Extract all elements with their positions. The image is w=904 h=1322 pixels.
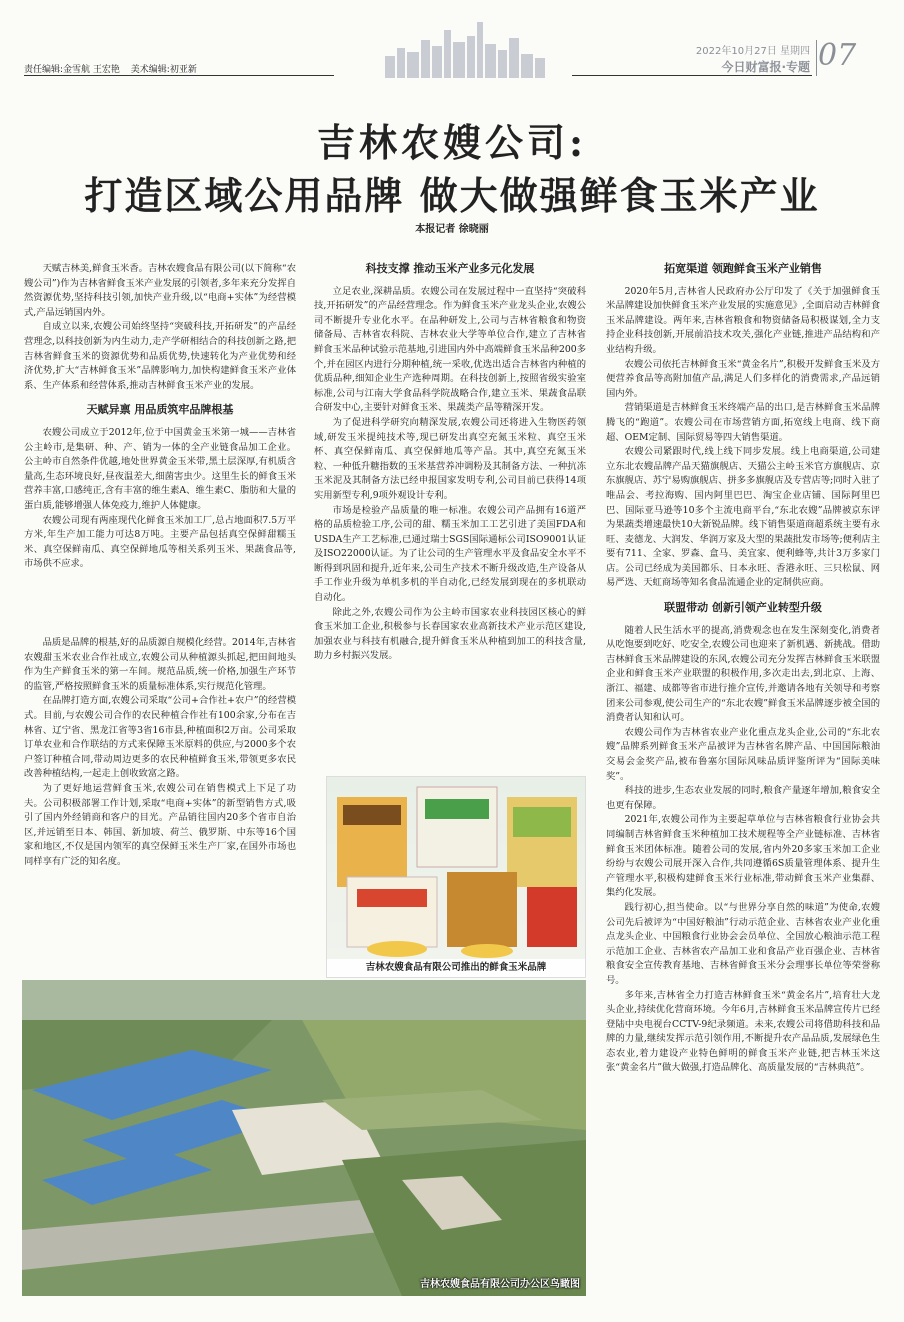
paragraph: 农嫂公司依托吉林鲜食玉米“黄金名片”,积极开发鲜食玉米及方便营养食品等高附加值产品,满足人们多样化的消费需求,产品远销国内外。 (606, 358, 880, 399)
paragraph: 为了促进科学研究向精深发展,农嫂公司还将进入生物医药领域,研发玉米提纯技术等,现已研发出真空充氮玉米粒、真空玉米杯、真空保鲜南瓜、真空保鲜地瓜等产品。其中,真空充氮玉米粒、一种低升糖指数的玉米基营养冲调粉及其制备方法、一种抗冻玉米泥及其制备方法已经申报国家发明专利,公司目前已获得14项实用新型专利,9项外观设计专利。 (314, 416, 586, 501)
aerial-photo (22, 980, 586, 1296)
paragraph: 践行初心,担当使命。以“与世界分享自然的味道”为使命,农嫂公司先后被评为“中国好粮油”行动示范企业、吉林省农业产业化重点龙头企业、中国粮食行业协会会员单位、全国放心粮油示范工程示范加工企业、吉林省农产品加工业和食品产业百强企业、吉林省粮食安全宣传教育基地、吉林省鲜食玉米分会理事长单位等荣誉称号。 (606, 901, 880, 986)
paragraph: 市场是检验产品质量的唯一标准。农嫂公司产品拥有16道严格的品质检验工序,公司的甜、糯玉米加工工艺引进了美国FDA和USDA生产工艺标准,已通过瑞士SGS国际通标公司ISO9001认证及ISO22000认证。为了让公司的生产管理水平及食品安全水平不断得到巩固和提升,近年来,公司生产技术不断升级改造,生产设备从手工作业升级为单机多机的半自动化,已经发展到现在的多机联动自动化。 (314, 504, 586, 604)
section-heading: 科技支撑 推动玉米产业多元化发展 (365, 262, 535, 275)
editor-credits (24, 62, 205, 75)
paragraph: 立足农业,深耕品质。农嫂公司在发展过程中一直坚持“突破科技,开拓研发”的产品经营理念。作为鲜食玉米产业龙头企业,农嫂公司不断提升专业化水平。在品种研发上,公司与吉林省粮食和物资储备局、吉林省农科院、吉林农业大学等单位合作,建立了吉林省鲜食玉米品种试验示范基地,引进国内外中高端鲜食玉米品种200多个,并在园区内进行分期种植,统一采收,优选出适合吉林省内种植的优质品种,细知企业生产选种周期。在科技创新上,按照省级实验室标准,公司与江南大学食品科学院战略合作,建立玉米、果蔬食品联合研发中心,主要针对鲜食玉米、果蔬类产品等精深开发。 (314, 285, 586, 414)
city-skyline-illustration (380, 18, 550, 78)
page-number-divider (816, 40, 817, 76)
paragraph: 多年来,吉林省全力打造吉林鲜食玉米“黄金名片”,培育壮大龙头企业,持续优化营商环境。今年6月,吉林鲜食玉米品牌宣传片已经登陆中央电视台CCTV-9纪录频道。未来,农嫂公司将借助科技和品牌的力量,继续发挥示范引领作用,不断提升农产品品质,发展绿色生态农业,着力建设产业特色鲜明的鲜食玉米产业链,把吉林玉米这张“黄金名片”做大做强,打造品牌化、高质量发展的“吉林典范”。 (606, 989, 880, 1074)
headline-line-2: 打造区域公用品牌 做大做强鲜食玉米产业 (84, 173, 820, 218)
aerial-photo-caption: 吉林农嫂食品有限公司办公区鸟瞰图 (420, 1279, 580, 1290)
paragraph: 除此之外,农嫂公司作为公主岭市国家农业科技园区核心的鲜食玉米加工企业,积极参与长春国家农业高新技术产业示范区建设,加强农业与科技有机融合,提升鲜食玉米从种植到加工的科技含量,助力乡村振兴发展。 (314, 606, 586, 662)
issue-date: 2022年10月27日 星期四 (695, 46, 810, 57)
paper-section-name: 今日财富报·专题 (721, 60, 810, 74)
section-heading: 天赋异禀 用品质筑牢品牌根基 (86, 403, 234, 417)
page-number: 07 (818, 38, 857, 73)
headline-line-1: 吉林农嫂公司: (316, 120, 588, 165)
paragraph: 农嫂公司现有两座现代化鲜食玉米加工厂,总占地面积7.5万平方米,年生产加工能力可达8万吨。主要产品包括真空保鲜甜糯玉米、真空保鲜南瓜、真空保鲜地瓜等相关系列玉米、果蔬食品等,市场供不应求。 (24, 514, 296, 570)
paragraph: 农嫂公司成立于2012年,位于中国黄金玉米第一城——吉林省公主岭市,是集研、种、产、销为一体的全产业链食品加工企业。公主岭市自然条件优越,地处世界黄金玉米带,黑土层深厚,有机质含量高,生态环境良好,昼夜温差大,细菌害虫少。这里生长的鲜食玉米营养丰富,口感纯正,含有丰富的维生素A、维生素C、脂肪和大量的蛋白质,能够增强人体免疫力,维护人体健康。 (24, 426, 296, 511)
paragraph: 营销渠道是吉林鲜食玉米终端产品的出口,是吉林鲜食玉米品牌腾飞的“跑道”。农嫂公司在市场营销方面,拓宽线上电商、线下商超、OEM定制、国际贸易等四大销售渠道。 (606, 402, 880, 443)
section-heading: 联盟带动 创新引领产业转型升级 (664, 601, 822, 615)
header-rule-right (572, 75, 812, 76)
paragraph: 品质是品牌的根基,好的品质源自规模化经营。2014年,吉林省农嫂甜玉米农业合作社成立,农嫂公司从种植源头抓起,把田间地头作为生产鲜食玉米的第一车间。规范品质,统一价格,加强生产环节的监管,严格按照鲜食玉米的质量标准体系,实行规范化管理。 (24, 637, 296, 692)
paragraph: 科技的进步,生态农业发展的同时,粮食产量逐年增加,粮食安全也更有保障。 (606, 785, 880, 811)
paragraph: 天赋吉林美,鲜食玉米香。吉林农嫂食品有限公司(以下简称“农嫂公司”)作为吉林省鲜食玉米产业发展的引领者,多年来充分发挥自然资源优势,坚持科技引领,加快产业升级,以“电商+实体”为经营模式,产品远销国内外。 (24, 263, 296, 318)
article-column-3 (606, 262, 880, 1302)
paragraph: 农嫂公司紧跟时代,线上线下同步发展。线上电商渠道,公司建立东北农嫂品牌产品天猫旗舰店、天猫公主岭玉米官方旗舰店、京东旗舰店、苏宁易购旗舰店、拼多多旗舰店及专营店等;同时入驻了唯品会、考拉海购、国内阿里巴巴、淘宝企业店铺、国际阿里巴巴、国际亚马逊等10多个主流电商平台,“东北农嫂”品牌被京东评为果蔬类增速最快10大新锐品牌。线下销售渠道商超系统主要有永旺、麦德龙、大润发、华润万家及大型的果蔬批发市场等;便利店主要有711、全家、罗森、盒马、美宜家、便利蜂等,共计3万多家门店。公司已经成为美国都乐、日本永旺、香港永旺、三只松鼠、网易严选、天虹商场等知名食品流通企业的定制供应商。 (606, 446, 880, 589)
article-column-1-bottom (24, 636, 296, 966)
article-column-1-top (24, 262, 296, 636)
paragraph: 2020年5月,吉林省人民政府办公厅印发了《关于加强鲜食玉米品牌建设加快鲜食玉米产业发展的实施意见》,全面启动吉林鲜食玉米品牌建设。两年来,吉林省粮食和物资储备局积极谋划,全力支持企业科技创新,开展前沿技术攻关,强化产业链,推进产品结构和产业结构升级。 (606, 285, 880, 355)
byline: 本报记者 徐晓丽 (415, 224, 489, 235)
product-photo (326, 776, 586, 978)
paragraph: 2021年,农嫂公司作为主要起草单位与吉林省粮食行业协会共同编制吉林省鲜食玉米种植加工技术规程等全产业链标准、吉林省鲜食玉米团体标准。随着公司的发展,省内外20多家玉米加工企业纷纷与农嫂公司展开深入合作,共同遵循6S质量管理体系、提升生产管理水平,积极构建鲜食玉米行业标准,带动鲜食玉米产业集群、集约化发展。 (606, 814, 880, 899)
product-boxes-illustration (327, 777, 585, 977)
paragraph: 随着人民生活水平的提高,消费观念也在发生深刻变化,消费者从吃饱要到吃好、吃安全,农嫂公司也迎来了新机遇、新挑战。借助吉林鲜食玉米品牌建设的东风,农嫂公司充分发挥吉林鲜食玉米联盟企业和鲜食玉米产业联盟的积极作用,多次走出去,到北京、上海、浙江、福建、成都等省市进行推介宣传,并邀请各地有关领导和考察团来公司参观,使公司生产的“东北农嫂”鲜食玉米品牌逐步被全国的消费者认知和认可。 (606, 624, 880, 724)
article-column-2 (314, 262, 586, 770)
factory-aerial-illustration (22, 980, 586, 1296)
header-rule-left (24, 75, 334, 76)
paragraph: 自成立以来,农嫂公司始终坚持“突破科技,开拓研发”的产品经营理念,以科技创新为内生动力,走产学研相结合的科技创新之路,把吉林省鲜食玉米的资源优势和品质优势,快速转化为产业优势和经济优势,扩大“吉林鲜食玉米”品牌影响力,加快构建鲜食玉米产业体系、生产体系和经营体系,推动吉林鲜食玉米产业的发展。 (24, 321, 296, 391)
product-photo-caption: 吉林农嫂食品有限公司推出的鲜食玉米品牌 (327, 959, 585, 977)
paragraph: 为了更好地运营鲜食玉米,农嫂公司在销售模式上下足了功夫。公司积极部署工作计划,采取“电商+实体”的新型销售方式,吸引了国内外经销商和客户的目光。产品销往国内20多个省市自治区,并远销至日本、韩国、新加坡、荷兰、俄罗斯、中东等16个国家和地区,不仅是国内领军的真空保鲜玉米生产厂家,在国外市场也同样享有广泛的知名度。 (24, 782, 296, 867)
art-editor-credit-text: 美术编辑:初亚新 (130, 65, 197, 75)
paragraph: 农嫂公司作为吉林省农业产业化重点龙头企业,公司的“东北农嫂”品牌系列鲜食玉米产品被评为吉林省名牌产品、中国国际粮油交易会金奖产品,被布鲁塞尔国际风味品质评鉴所评为“国际美味奖”。 (606, 726, 880, 782)
section-heading: 拓宽渠道 领跑鲜食玉米产业销售 (664, 262, 822, 275)
page-header (0, 0, 904, 90)
paragraph: 在品牌打造方面,农嫂公司采取“公司+合作社+农户”的经营模式。目前,与农嫂公司合作的农民种植合作社有100余家,分布在吉林省、辽宁省、黑龙江省等3省16市县,种植面积2万亩。公司采取订单农业和合作联结的方式来保障玉米原料的供应,与2000多个农户签订种植合同,带动周边更多的农民种植鲜食玉米,带领更多农民改善种植结构,一起走上创收致富之路。 (24, 695, 296, 780)
editor-credit-text: 责任编辑:金雪航 王宏艳 (24, 65, 120, 75)
